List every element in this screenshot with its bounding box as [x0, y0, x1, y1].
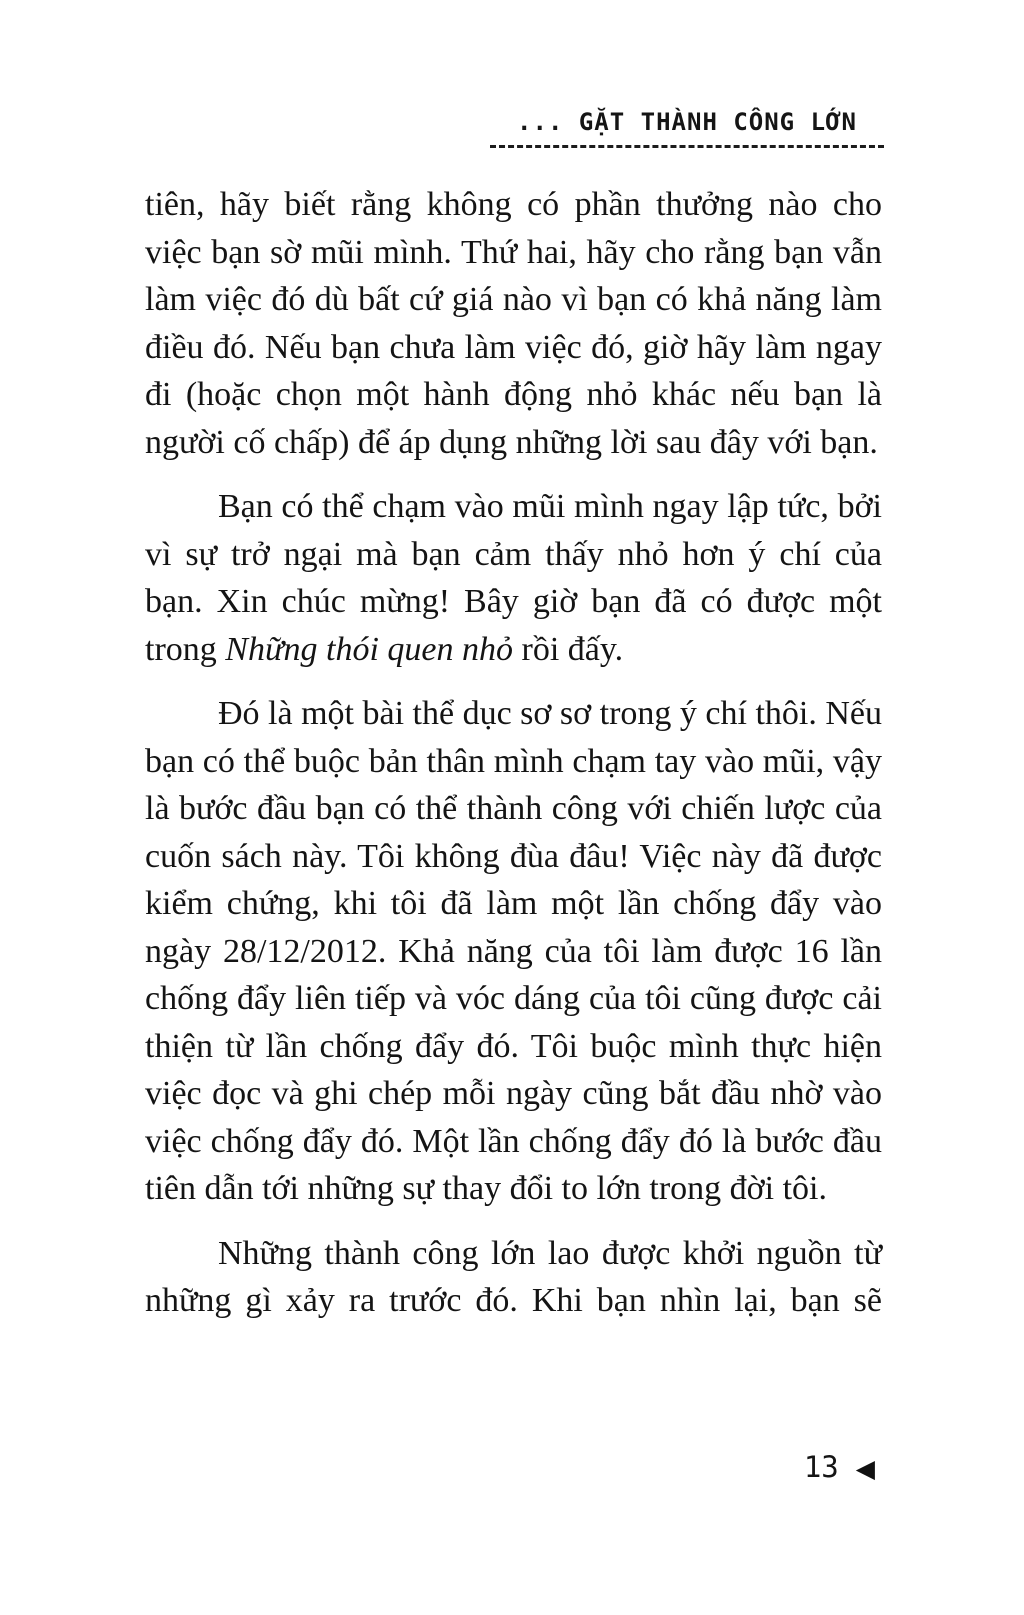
running-header [490, 108, 884, 148]
text-segment: Bạn có thể chạm vào mũi mình ngay lập tức, bởi vì sự trở ngại mà bạn cảm thấy nhỏ hơn ý chí của bạn. Xin chúc mừng! Bây giờ bạn đã có được một trong [145, 488, 882, 668]
chapter-running-title: ... GẶT THÀNH CÔNG LỚN [517, 108, 857, 136]
page-body [145, 181, 882, 1325]
paragraph [145, 690, 882, 1213]
left-triangle-icon: ◀ [855, 1454, 875, 1483]
text-segment: tiên, hãy biết rằng không có phần thưởng nào cho việc bạn sờ mũi mình. Thứ hai, hãy cho rằng bạn vẫn làm việc đó dù bất cứ giá nào vì bạn có khả năng làm điều đó. Nếu bạn chưa làm việc đó, giờ hãy làm ngay đi (hoặc chọn một hành động nhỏ khác nếu bạn là người cố chấp) để áp dụng những lời sau đây với bạn. [145, 186, 882, 461]
page-footer [803, 1450, 875, 1484]
paragraph [145, 1230, 882, 1325]
header-dashed-rule [490, 145, 884, 148]
page-number: 13 [803, 1450, 839, 1484]
text-segment: Những thành công lớn lao được khởi nguồn từ những gì xảy ra trước đó. Khi bạn nhìn lại, bạn sẽ [145, 1234, 882, 1319]
text-segment: Đó là một bài thể dục sơ sơ trong ý chí thôi. Nếu bạn có thể buộc bản thân mình chạm tay vào mũi, vậy là bước đầu bạn có thể thành công với chiến lược của cuốn sách này. Tôi không đùa đâu! Việc này đã được kiểm chứng, khi tôi đã làm một lần chống đẩy vào ngày 28/12/2012. Khả năng của tôi làm được 16 lần chống đẩy liên tiếp và vóc dáng của tôi cũng được cải thiện từ lần chống đẩy đó. Tôi buộc mình thực hiện việc đọc và ghi chép mỗi ngày cũng bắt đầu nhờ vào việc chống đẩy đó. Một lần chống đẩy đó là bước đầu tiên dẫn tới những sự thay đổi to lớn trong đời tôi. [145, 695, 882, 1207]
book-title-italic: Những thói quen nhỏ [225, 630, 513, 668]
text-segment: rồi đấy. [513, 630, 624, 668]
paragraph [145, 181, 882, 466]
paragraph [145, 483, 882, 673]
